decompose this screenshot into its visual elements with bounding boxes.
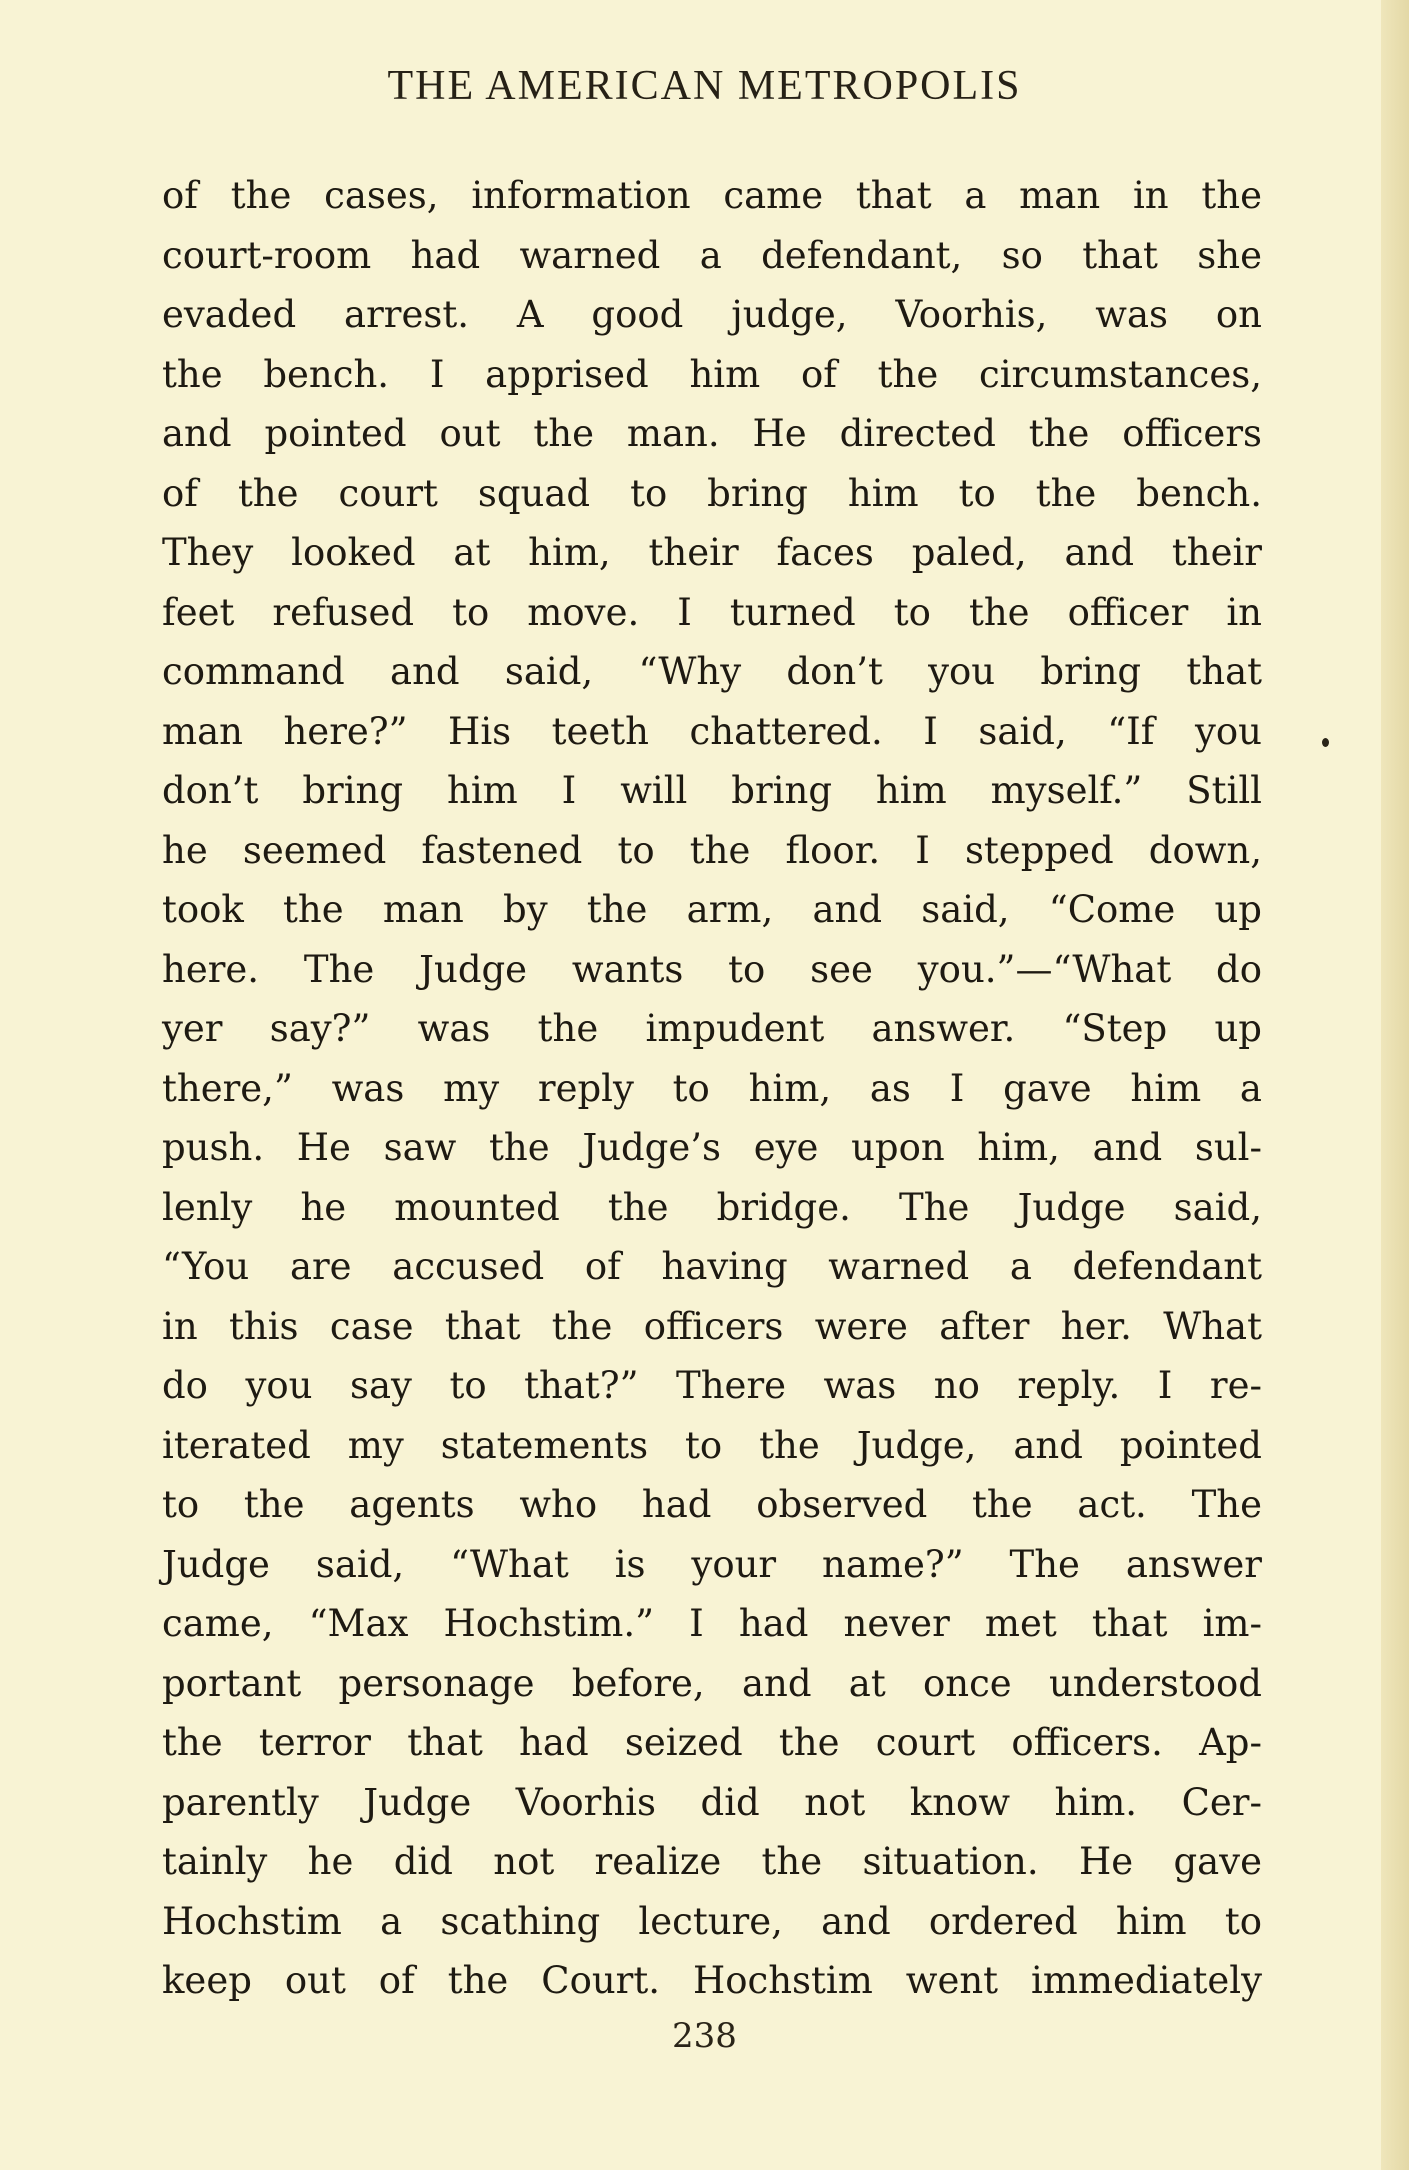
text-line: Judge said, “What is your name?” The answer (162, 1542, 1262, 1586)
text-line: push. He saw the Judge’s eye upon him, and sul- (162, 1126, 1262, 1169)
text-line: don’t bring him I will bring him myself.” Still (162, 769, 1262, 812)
text-line: “You are accused of having warned a defendant (162, 1245, 1262, 1288)
body-text (162, 166, 1262, 2011)
text-line: the bench. I apprised him of the circumstances, (162, 352, 1262, 396)
text-line: evaded arrest. A good judge, Voorhis, was on (162, 293, 1262, 336)
text-line: the terror that had seized the court officers. Ap- (162, 1721, 1262, 1764)
text-line: keep out of the Court. Hochstim went immediately (162, 1959, 1262, 2002)
text-line: man here?” His teeth chattered. I said, “If you (162, 709, 1262, 753)
text-line: came, “Max Hochstim.” I had never met that im- (162, 1602, 1262, 1645)
text-line: to the agents who had observed the act. The (162, 1483, 1262, 1526)
text-line: feet refused to move. I turned to the officer in (162, 590, 1262, 634)
ink-speck (1322, 738, 1329, 747)
text-line: parently Judge Voorhis did not know him. Cer- (162, 1780, 1262, 1824)
text-line: yer say?” was the impudent answer. “Step up (162, 1007, 1262, 1050)
text-line: took the man by the arm, and said, “Come up (162, 888, 1262, 931)
page-edge-shadow (1381, 0, 1409, 2170)
text-line: lenly he mounted the bridge. The Judge said, (162, 1185, 1262, 1229)
text-line: do you say to that?” There was no reply. I re- (162, 1364, 1262, 1407)
text-line: of the court squad to bring him to the bench. (162, 471, 1262, 515)
running-head: THE AMERICAN METROPOLIS (387, 63, 1022, 109)
text-line: portant personage before, and at once understood (162, 1661, 1262, 1705)
text-line: in this case that the officers were after her. What (162, 1304, 1262, 1348)
text-line: he seemed fastened to the floor. I stepped down, (162, 828, 1262, 872)
text-line: court-room had warned a defendant, so that she (162, 233, 1262, 277)
page-number: 238 (672, 2016, 737, 2056)
text-line: command and said, “Why don’t you bring that (162, 650, 1262, 693)
text-line: there,” was my reply to him, as I gave him a (162, 1066, 1262, 1110)
text-line: They looked at him, their faces paled, and their (162, 531, 1262, 574)
text-line: and pointed out the man. He directed the officers (162, 412, 1262, 455)
text-line: tainly he did not realize the situation. He gave (162, 1840, 1262, 1883)
text-line: Hochstim a scathing lecture, and ordered him to (162, 1899, 1262, 1943)
text-line: of the cases, information came that a man in the (162, 174, 1262, 217)
text-line: iterated my statements to the Judge, and pointed (162, 1423, 1262, 1467)
text-line: here. The Judge wants to see you.”—“What do (162, 947, 1262, 991)
